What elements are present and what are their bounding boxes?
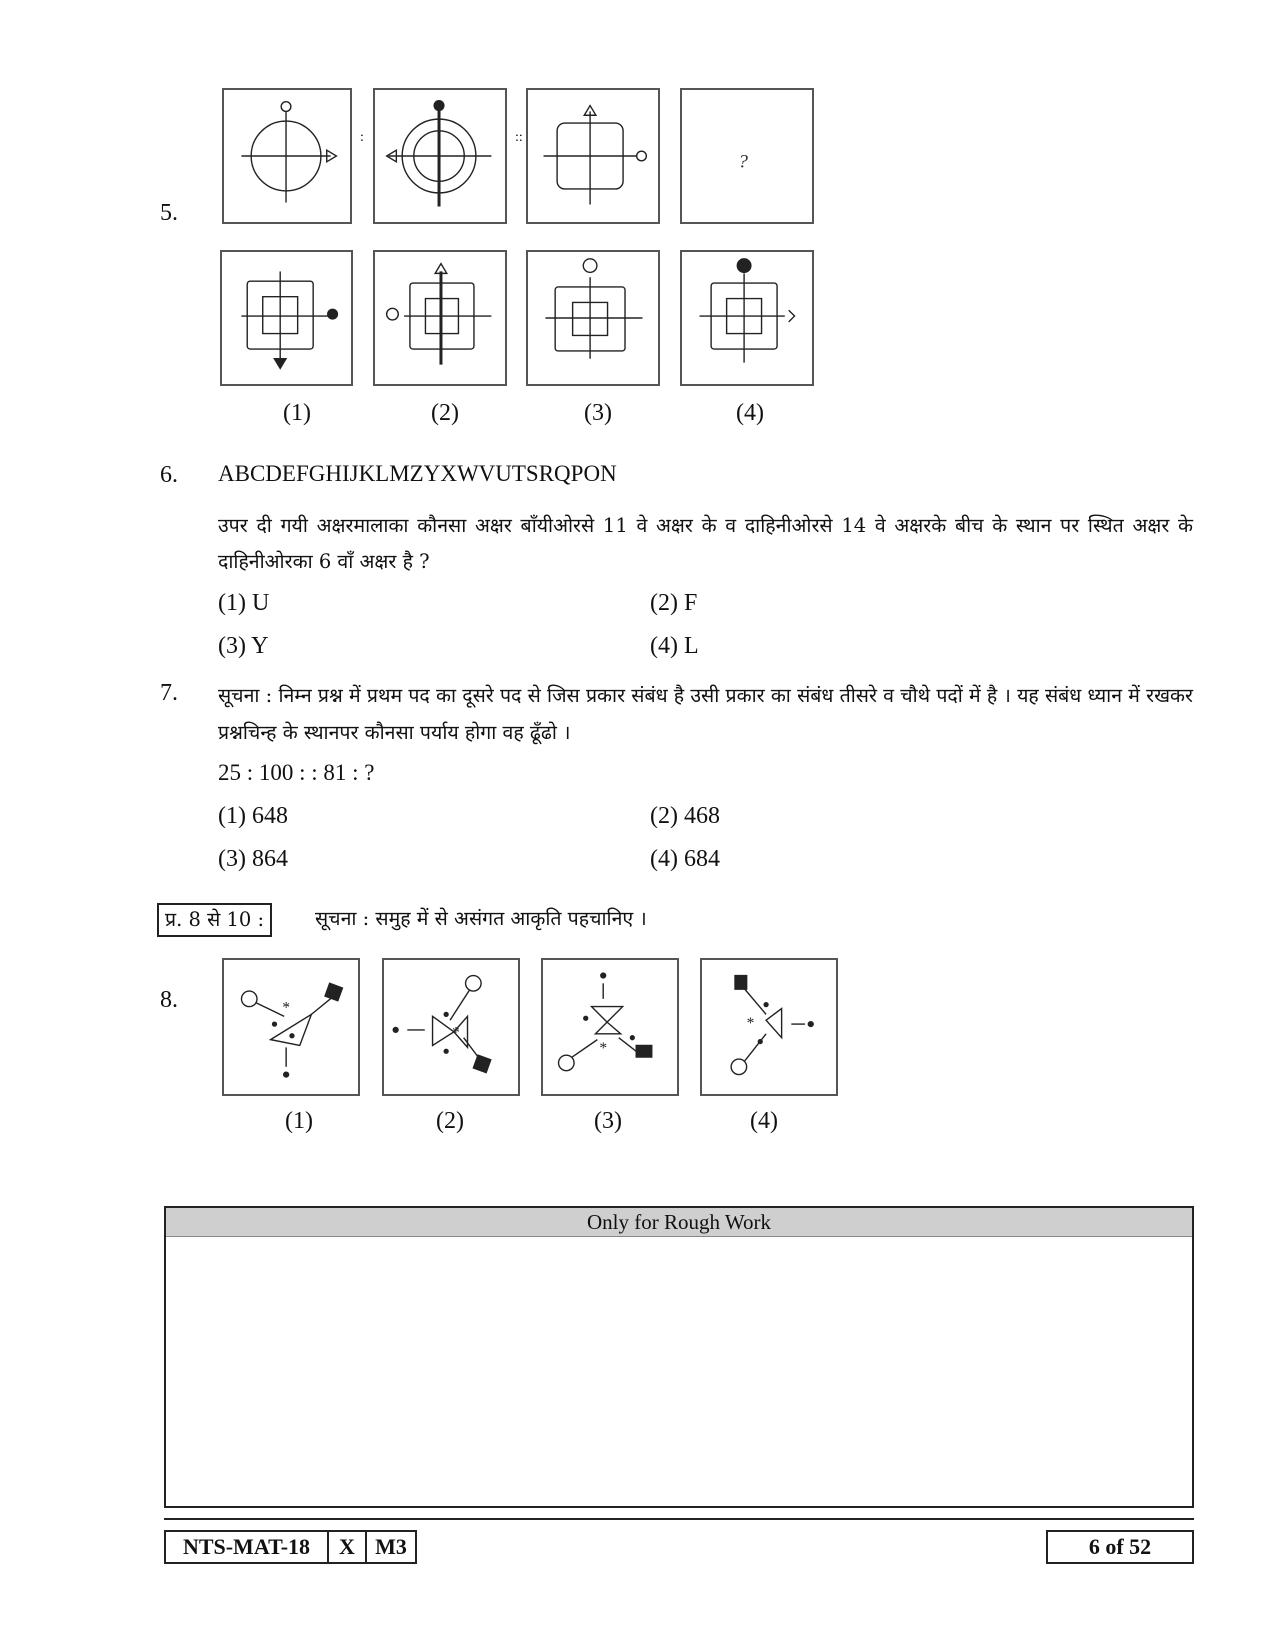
- q8-figure-1: [222, 958, 360, 1096]
- footer-code: NTS-MAT-18: [164, 1530, 329, 1564]
- rough-work-box: [164, 1206, 1194, 1508]
- q6-option-3: (3) Y: [218, 633, 269, 659]
- q6-number: 6.: [160, 462, 178, 488]
- q5-option-label-3: (3): [584, 400, 612, 426]
- q7-option-4: (4) 684: [650, 846, 720, 872]
- svg-text:*: *: [746, 1014, 755, 1032]
- q8-figure-3: [541, 958, 679, 1096]
- q5-problem-figure-4: [680, 88, 814, 224]
- q7-option-1: (1) 648: [218, 803, 288, 829]
- q5-problem-figure-2: [373, 88, 507, 224]
- q5-option-label-1: (1): [283, 400, 311, 426]
- q5-option-label-4: (4): [736, 400, 764, 426]
- q5-answer-figure-3: [526, 250, 660, 386]
- q5-answer-figure-2: [373, 250, 507, 386]
- group-instruction: सूचना : समुह में से असंगत आकृति पहचानिए ।: [315, 907, 647, 930]
- q7-expression: 25 : 100 : : 81 : ?: [218, 760, 375, 785]
- svg-text:*: *: [599, 1040, 608, 1058]
- q6-question: उपर दी गयी अक्षरमालाका कौनसा अक्षर बाँयीओरसे 11 वे अक्षर के व दाहिनीओरसे 14 वे अक्षरके बीच के स्थान पर स्थित अक्षर के दाहिनीओरका 6 वाँ अक्षर है ?: [218, 514, 1193, 573]
- q5-answer-figure-4: [680, 250, 814, 386]
- q6-option-2: (2) F: [650, 590, 698, 616]
- footer-page: 6 of 52: [1046, 1530, 1194, 1564]
- group-tag: प्र. 8 से 10 :: [157, 903, 272, 937]
- q5-number: 5.: [160, 200, 178, 226]
- q8-number: 8.: [160, 987, 178, 1013]
- q6-option-1: (1) U: [218, 590, 270, 616]
- q8-figure-2: [382, 958, 520, 1096]
- q8-option-label-1: (1): [285, 1108, 313, 1134]
- q8-option-label-4: (4): [750, 1108, 778, 1134]
- q5-answer-figure-1: [220, 250, 353, 386]
- colon-mark: :: [360, 130, 364, 145]
- q7-instruction: सूचना : निम्न प्रश्न में प्रथम पद का दूसरे पद से जिस प्रकार संबंध है उसी प्रकार का संबंध तीसरे व चौथे पदों में है । यह संबंध ध्यान में रखकर प्रश्नचिन्ह के स्थानपर कौनसा पर्याय होगा वह ढूँढो ।: [218, 684, 1193, 744]
- footer-set: M3: [365, 1530, 417, 1564]
- q8-option-label-3: (3): [594, 1108, 622, 1134]
- q5-problem-figure-1: [222, 88, 352, 224]
- svg-text:*: *: [451, 1024, 460, 1042]
- q7-option-2: (2) 468: [650, 803, 720, 829]
- footer-class: X: [327, 1530, 367, 1564]
- footer-divider: [164, 1518, 1194, 1520]
- q8-option-label-2: (2): [436, 1108, 464, 1134]
- q5-problem-figure-3: [526, 88, 660, 224]
- svg-text:*: *: [282, 999, 291, 1017]
- question-mark: ?: [738, 151, 748, 173]
- q8-figure-4: [700, 958, 838, 1096]
- q5-option-label-2: (2): [431, 400, 459, 426]
- q6-option-4: (4) L: [650, 633, 699, 659]
- q6-sequence: ABCDEFGHIJKLMZYXWVUTSRQPON: [218, 461, 617, 486]
- q7-option-3: (3) 864: [218, 846, 288, 872]
- rough-work-title: Only for Rough Work: [166, 1208, 1192, 1237]
- q7-number: 7.: [160, 680, 178, 706]
- double-colon-mark: ::: [515, 130, 523, 145]
